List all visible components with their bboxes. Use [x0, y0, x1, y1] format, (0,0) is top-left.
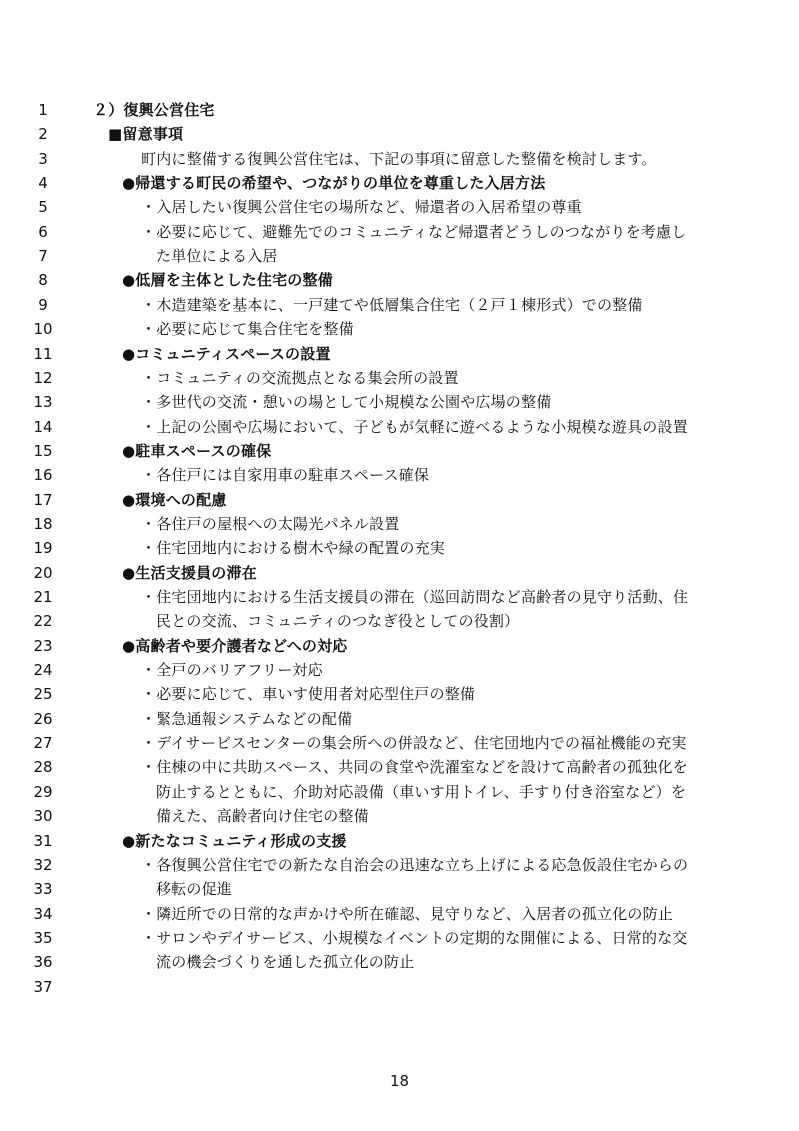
document-line — [0, 634, 799, 658]
line-text-bullet: ・上記の公園や広場において、子どもが気軽に遊べるような小規模な遊具の設置 — [141, 417, 688, 436]
document-line — [0, 658, 799, 682]
document-line — [0, 731, 799, 755]
line-number: 29 — [33, 782, 53, 801]
line-number: 12 — [33, 368, 53, 387]
line-text-item: ●駐車スペースの確保 — [122, 441, 272, 460]
line-number: 33 — [33, 880, 53, 899]
line-text-bullet: ・コミュニティの交流拠点となる集会所の設置 — [141, 368, 459, 387]
line-number: 27 — [33, 734, 53, 753]
line-text-bullet: ・木造建築を基本に、一戸建てや低層集合住宅（２戸１棟形式）での整備 — [141, 295, 643, 314]
document-line — [0, 366, 799, 390]
line-text-item: ●新たなコミュニティ形成の支援 — [122, 831, 347, 850]
line-text-cont: た単位による入居 — [156, 247, 278, 266]
line-number: 11 — [33, 344, 53, 363]
line-number: 37 — [33, 977, 53, 996]
line-number: 6 — [38, 222, 48, 241]
document-line — [0, 317, 799, 341]
line-text-bullet: ・住棟の中に共助スペース、共同の食堂や洗濯室などを設けて高齢者の孤独化を — [141, 758, 688, 777]
document-line — [0, 171, 799, 195]
document-line — [0, 682, 799, 706]
page-number: 18 — [389, 1072, 410, 1090]
document-line — [0, 536, 799, 560]
line-number: 10 — [33, 320, 53, 339]
line-text-cont: 移転の促進 — [156, 880, 233, 899]
line-text-bullet: ・サロンやデイサービス、小規模なイベントの定期的な開催による、日常的な交 — [141, 928, 688, 947]
document-line — [0, 780, 799, 804]
line-number: 20 — [33, 563, 53, 582]
document-line — [0, 220, 799, 244]
line-text-bullet: ・各住戸には自家用車の駐車スペース確保 — [141, 466, 430, 485]
line-number: 35 — [33, 928, 53, 947]
line-text-bullet: ・住宅団地内における生活支援員の滞在（巡回訪問など高齢者の見守り活動、住 — [141, 588, 689, 606]
line-number: 30 — [33, 807, 53, 826]
line-number: 5 — [38, 198, 48, 217]
document-line — [0, 877, 799, 901]
line-number: 25 — [33, 685, 53, 704]
document-line — [0, 926, 799, 950]
line-number: 24 — [33, 661, 53, 680]
line-text-bullet: ・入居したい復興公営住宅の場所など、帰還者の入居希望の尊重 — [141, 198, 582, 217]
document-line — [0, 853, 799, 877]
document-line — [0, 707, 799, 731]
line-text-item: ●帰還する町民の希望や、つながりの単位を尊重した入居方法 — [122, 174, 546, 193]
line-number: 8 — [38, 271, 48, 290]
document-line — [0, 195, 799, 219]
line-number: 28 — [33, 758, 53, 777]
document-line — [0, 488, 799, 512]
line-number: 36 — [33, 953, 53, 972]
document-line — [0, 268, 799, 292]
line-number: 16 — [33, 466, 53, 485]
line-text-body: 町内に整備する復興公営住宅は、下記の事項に留意した整備を検討します。 — [141, 149, 657, 168]
line-text-cont: 民との交流、コミュニティのつなぎ役としての役割） — [156, 612, 520, 631]
document-line — [0, 244, 799, 268]
document-line — [0, 122, 799, 146]
line-number: 14 — [33, 417, 53, 436]
line-text-bullet: ・必要に応じて、車いす使用者対応型住戸の整備 — [141, 685, 476, 704]
line-number: 17 — [33, 490, 53, 509]
line-text-bullet: ・多世代の交流・憩いの場として小規模な公園や広場の整備 — [141, 393, 552, 412]
line-number: 15 — [33, 441, 53, 460]
line-text-bullet: ・必要に応じて、避難先でのコミュニティなど帰還者どうしのつながりを考慮し — [141, 222, 687, 241]
document-line — [0, 585, 799, 609]
line-text-bullet: ・住宅団地内における樹木や緑の配置の充実 — [141, 539, 446, 558]
document-line — [0, 147, 799, 171]
line-text-cont: 流の機会づくりを通した孤立化の防止 — [156, 953, 415, 972]
line-text-item: ●生活支援員の滞在 — [122, 563, 257, 582]
line-number: 3 — [38, 149, 48, 168]
document-line — [0, 463, 799, 487]
line-text-heading: ■留意事項 — [108, 125, 184, 144]
line-text-bullet: ・隣近所での日常的な声かけや所在確認、見守りなど、入居者の孤立化の防止 — [141, 904, 674, 923]
line-text-item: ●環境への配慮 — [122, 490, 227, 509]
line-text-item: ●低層を主体とした住宅の整備 — [122, 271, 333, 290]
line-text-bullet: ・必要に応じて集合住宅を整備 — [141, 320, 354, 339]
document-line — [0, 98, 799, 122]
line-number: 34 — [33, 904, 53, 923]
document-line — [0, 390, 799, 414]
document-line — [0, 293, 799, 317]
document-line — [0, 512, 799, 536]
line-number: 9 — [38, 295, 48, 314]
line-text-bullet: ・デイサービスセンターの集会所への併設など、住宅団地内での福祉機能の充実 — [141, 734, 687, 753]
line-number: 22 — [33, 612, 53, 631]
document-line — [0, 342, 799, 366]
line-number: 21 — [33, 588, 53, 606]
line-text-item: ●コミュニティスペースの設置 — [122, 344, 331, 363]
line-number: 26 — [33, 709, 53, 728]
line-number: 23 — [33, 636, 53, 655]
line-number: 13 — [33, 393, 53, 412]
document-line — [0, 829, 799, 853]
document-line — [0, 755, 799, 779]
line-number: 7 — [38, 247, 48, 266]
line-number: 4 — [38, 174, 48, 193]
line-number: 2 — [38, 125, 48, 144]
line-number: 18 — [33, 514, 53, 533]
document-line — [0, 804, 799, 828]
line-text-cont: 防止するとともに、介助対応設備（車いす用トイレ、手すり付き浴室など）を — [156, 782, 687, 801]
line-number: 31 — [33, 831, 53, 850]
line-text-section: ２）復興公営住宅 — [93, 101, 215, 119]
line-text-bullet: ・全戸のバリアフリー対応 — [141, 661, 323, 680]
document-line — [0, 902, 799, 926]
line-text-cont: 備えた、高齢者向け住宅の整備 — [156, 807, 369, 826]
document-line — [0, 439, 799, 463]
line-text-item: ●高齢者や要介護者などへの対応 — [122, 636, 348, 655]
document-line — [0, 561, 799, 585]
document-line — [0, 609, 799, 633]
line-text-bullet: ・各復興公営住宅での新たな自治会の迅速な立ち上げによる応急仮設住宅からの — [141, 855, 689, 874]
line-text-bullet: ・緊急通報システムなどの配備 — [141, 709, 353, 728]
line-text-bullet: ・各住戸の屋根への太陽光パネル設置 — [141, 514, 400, 533]
document-line — [0, 415, 799, 439]
line-number: 32 — [33, 855, 53, 874]
document-line — [0, 975, 799, 999]
document-line — [0, 950, 799, 974]
line-number: 1 — [38, 101, 48, 119]
line-number: 19 — [33, 539, 53, 558]
